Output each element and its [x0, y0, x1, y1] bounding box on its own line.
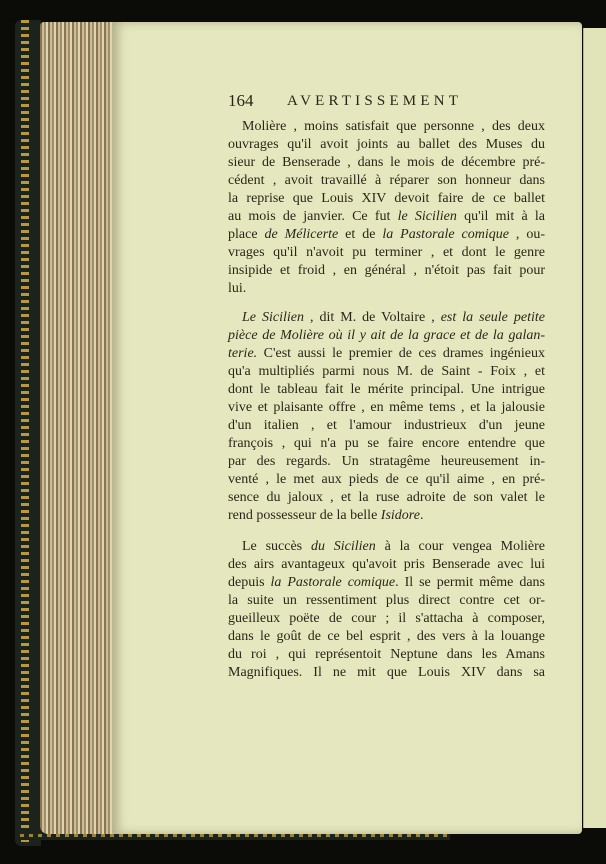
text-line	[228, 280, 545, 298]
text-segment: , dit M. de Voltaire ,	[303, 310, 441, 325]
text-line	[228, 574, 545, 592]
text-line	[228, 190, 545, 208]
text-line	[228, 136, 545, 154]
text-segment: cédent , avoit travaillé à réparer son honneur dans	[228, 173, 545, 188]
text-segment: d'un italien , et l'amour industrieux d'un jeune	[228, 418, 545, 433]
text-segment: la reprise que Louis XIV devoit faire de ce ballet	[228, 191, 545, 206]
text-segment: place	[228, 227, 265, 242]
page-number: 164	[228, 91, 254, 110]
text-segment: des airs avantageux qu'avoit pris Benserade avec lui	[228, 557, 545, 572]
text-segment: vrages qu'il n'avoit pu terminer , et dont le genre	[228, 245, 545, 260]
text-line	[228, 262, 545, 280]
text-line	[228, 435, 545, 453]
text-segment: à la cour vengea Molière	[375, 539, 545, 554]
facing-page-edge	[583, 28, 606, 828]
italic-text: Isidore	[380, 508, 420, 523]
text-segment: dans le goût de ce bel esprit , des vers à la louange	[228, 629, 545, 644]
book-cover-spine	[15, 20, 41, 846]
paragraph-3	[228, 538, 545, 682]
text-segment: au mois de janvier. Ce fut	[228, 209, 398, 224]
text-segment: .	[419, 508, 424, 523]
italic-text: est la seule petite	[440, 310, 545, 325]
text-segment: sence du jaloux , et la ruse adroite de son valet le	[228, 490, 545, 505]
text-line	[228, 538, 545, 556]
text-segment: Molière , moins satisfait que personne , des deux	[242, 119, 545, 134]
running-header	[228, 91, 545, 111]
text-line	[228, 453, 545, 471]
text-line	[228, 309, 545, 327]
text-line	[228, 244, 545, 262]
text-line	[228, 628, 545, 646]
text-line	[228, 507, 545, 525]
text-line	[228, 556, 545, 574]
text-segment: françois , qui n'a pu se faire encore entendre que	[228, 436, 545, 451]
italic-text: Le Sicilien	[242, 310, 304, 325]
text-line	[228, 664, 545, 682]
text-segment: C'est aussi le premier de ces drames ingénieux	[257, 346, 545, 361]
running-title: AVERTISSEMENT	[287, 93, 463, 109]
text-line	[228, 610, 545, 628]
text-segment: sieur de Benserade , dans le mois de décembre pré-	[228, 155, 545, 170]
text-segment: . Il se permit même dans	[395, 575, 545, 590]
italic-text: du Sicilien	[310, 539, 376, 554]
text-segment: venté , le met aux pieds de ce qu'il aime , en pré-	[228, 472, 545, 487]
text-line	[228, 118, 545, 136]
paragraph-2	[228, 309, 545, 525]
italic-text: la Pastorale comique	[382, 227, 509, 242]
text-segment: rend possesseur de la belle	[228, 508, 381, 523]
italic-text: la Pastorale comique	[270, 575, 396, 590]
text-segment: ouvrages qu'il avoit joints au ballet des Muses du	[228, 137, 545, 152]
text-line	[228, 592, 545, 610]
text-line	[228, 381, 545, 399]
italic-text: de Mélicerte	[264, 227, 339, 242]
text-line	[228, 327, 545, 345]
italic-text: terie.	[228, 346, 258, 361]
text-segment: insipide et froid , en général , n'étoit pas fait pour	[228, 263, 545, 278]
text-segment: la suite un ressentiment plus direct contre cet or-	[228, 593, 545, 608]
text-segment: gueilleux poëte de cour ; il s'attacha à composer,	[228, 611, 545, 626]
text-line	[228, 363, 545, 381]
text-segment: vive et plaisante offre , en même tems , et la jalousie	[228, 400, 545, 415]
text-line	[228, 489, 545, 507]
text-segment: , ou-	[508, 227, 546, 242]
text-line	[228, 208, 545, 226]
text-line	[228, 172, 545, 190]
page-edges	[40, 22, 116, 834]
text-line	[228, 345, 545, 363]
italic-text: pièce de Molière où il y ait de la grace et de la galan-	[228, 328, 545, 343]
text-line	[228, 471, 545, 489]
text-line	[228, 417, 545, 435]
text-segment: qu'il mit à la	[456, 209, 545, 224]
text-segment: qu'a multipliés parmi nous M. de Saint - Foix , et	[228, 364, 545, 379]
text-line	[228, 154, 545, 172]
text-segment: et de	[338, 227, 383, 242]
text-line	[228, 646, 545, 664]
italic-text: le Sicilien	[397, 209, 457, 224]
text-segment: Magnifiques. Il ne mit que Louis XIV dans sa	[228, 665, 545, 680]
text-segment: du roi , qui représentoit Neptune dans les Amans	[228, 647, 545, 662]
paragraph-1	[228, 118, 545, 298]
text-segment: depuis	[228, 575, 271, 590]
text-segment: par des regards. Un stratagême heureusement in-	[228, 454, 545, 469]
text-segment: dont le tableau fait le mérite principal. Une intrigue	[228, 382, 545, 397]
text-line	[228, 226, 545, 244]
text-segment: Le succès	[242, 539, 311, 554]
text-segment: lui.	[228, 281, 247, 296]
text-line	[228, 399, 545, 417]
